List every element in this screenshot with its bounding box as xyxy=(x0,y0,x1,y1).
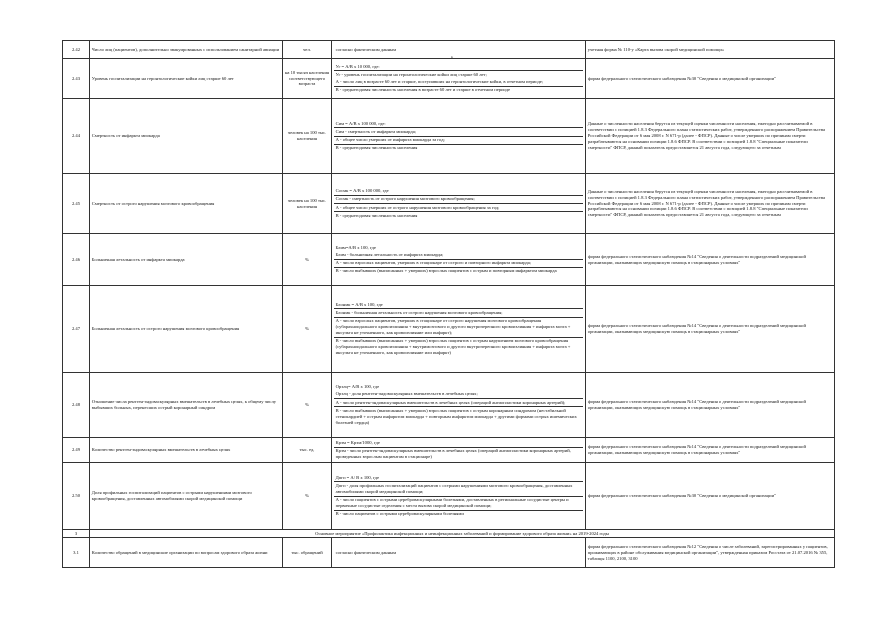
formula-line: Блим - больничная летальность от инфаркта миокарда; xyxy=(334,251,583,259)
indicator-unit: % xyxy=(283,286,332,373)
table-row xyxy=(63,41,835,59)
indicator-source: форма федерального статистического наблюдения №14 "Сведения о деятельности подразделений медицинской организации, оказывающих медицинскую помощь в стационарных условиях" xyxy=(586,286,835,373)
indicator-unit: тыс. ед. xyxy=(283,438,332,463)
indicator-source: форма федерального статистического наблюдения №14 "Сведения о деятельности подразделений медицинской организации, оказывающих медицинскую помощь в стационарных условиях" xyxy=(586,373,835,438)
indicator-number: 2.50 xyxy=(63,463,90,530)
indicator-source: форма федерального статистического наблюдения №14 "Сведения о деятельности подразделений медицинской организации, оказывающих медицинскую помощь в стационарных условиях" xyxy=(586,438,835,463)
formula-line: Сим = А/В х 100 000, где: xyxy=(334,120,583,128)
formula-line: В - среднегодовая численность населения xyxy=(335,145,418,151)
indicator-formula xyxy=(332,538,586,568)
indicator-number: 2.48 xyxy=(63,373,90,438)
indicator-source: форма федерального статистического наблюдения №12 "Сведения о числе заболеваний, зарегистрированных у пациентов, проживающих в районе обслуживания медицинской организации", утвержденная приказом Росстата от 21.07.2016 № 355, таблицы 1100, 2100, 3100 xyxy=(586,538,835,568)
table-row xyxy=(63,438,835,463)
formula-line: В - число пациентов с острыми цереброваскулярными болезнями xyxy=(335,511,464,517)
formula-line: Сосмк = А/В х 100 000, где xyxy=(334,188,583,196)
indicator-source: форма федерального статистического наблюдения №30 "Сведения о медицинской организации" xyxy=(586,59,835,99)
indicator-name: Отношение числа рентген-эндоваскулярных вмешательств в лечебных целях, к общему числу выбывших больных, перенесших острый коронарный синдром xyxy=(90,373,283,438)
indicators-table xyxy=(62,40,835,568)
formula-line: Уг - уровень госпитализации на геронтологические койки лиц старше 60 лет; xyxy=(335,71,487,77)
table-row xyxy=(63,463,835,530)
indicator-number: 2.42 xyxy=(63,41,90,59)
formula-line: В - число выбывших (выписанных + умерших) взрослых пациентов с острым и повторным инфарктом миокарда xyxy=(335,268,557,274)
indicator-unit: человек на 100 тыс. населения xyxy=(283,99,332,174)
indicator-name: Больничная летальность от инфаркта миокарда xyxy=(90,234,283,286)
indicator-formula xyxy=(332,286,586,373)
indicator-unit: на 10 тысяч населения соответствующего возраста xyxy=(283,59,332,99)
indicator-name: Уровень госпитализации на геронтологические койки лиц старше 60 лет xyxy=(90,59,283,99)
indicator-number: 2.43 xyxy=(63,59,90,99)
indicator-formula xyxy=(332,99,586,174)
section-title: Основное мероприятие «Профилактика инфекционных и неинфекционных заболеваний и формирование здорового образа жизни» на 2019-2024 годы xyxy=(90,530,835,538)
indicator-number: 2.46 xyxy=(63,234,90,286)
indicator-name: Доля профильных госпитализаций пациентов с острыми нарушениями мозгового кровообращения, доставленных автомобилями скорой медицинской помощи xyxy=(90,463,283,530)
formula-line: Блонмк - больничная летальность от острого нарушения мозгового кровообращения; xyxy=(334,309,583,317)
indicator-unit: чел. xyxy=(283,41,332,59)
page-number: 6 xyxy=(451,55,454,60)
indicator-name: Смертность от острого нарушения мозгового кровообращения xyxy=(90,174,283,234)
formula-line: Крэм = Крэм/1000, где xyxy=(334,439,583,447)
formula-line: В - среднегодовая численность населения xyxy=(335,212,418,218)
formula-line: согласно фактическим данным xyxy=(335,549,397,555)
formula-line: Крэм - число рентген-эндоваскулярных вмешательств в лечебных целях (операций ангиопластики коронарных артерий, проведенных взрослым пациентам в стационаре) xyxy=(335,448,571,460)
formula-line: Дпгп = А/ В х 100, где xyxy=(334,474,583,482)
formula-line: В - число выбывших (выписанных + умерших) взрослых пациентов с острым нарушением мозгового кровообращения (субарахноидального кровоизлияния + внутримозгового и другого внутричерепного кровоизлияния + инфаркта мозга + инсульта не уточненного, как кровоизлияние или инфаркт) xyxy=(335,338,571,356)
formula-line: А - общее число умерших от инфаркта миокарда за год; xyxy=(334,137,583,145)
indicator-number: 2.49 xyxy=(63,438,90,463)
table-row xyxy=(63,373,835,438)
formula-line: согласно фактическим данным xyxy=(335,46,397,52)
indicator-name: Количество рентген-эндоваскулярных вмешательств в лечебных целях xyxy=(90,438,283,463)
formula-line: А - число взрослых пациентов, умерших в стационаре от острого и повторного инфаркта миокарда; xyxy=(334,260,583,268)
indicator-formula xyxy=(332,373,586,438)
section-row xyxy=(63,530,835,538)
indicator-formula xyxy=(332,59,586,99)
indicator-number: 2.47 xyxy=(63,286,90,373)
indicator-unit: человек на 100 тыс. населения xyxy=(283,174,332,234)
formula-line: А - общее число умерших от острого нарушения мозгового кровообращения за год; xyxy=(334,204,583,212)
formula-line: Блонмк = А/В х 100, где xyxy=(334,301,583,309)
formula-line: А - число лиц в возрасте 60 лет и старше, поступивших на геронтологические койки, в отчетном периоде; xyxy=(334,79,583,87)
indicator-number: 2.44 xyxy=(63,99,90,174)
indicator-unit: % xyxy=(283,234,332,286)
indicator-source: форма федерального статистического наблюдения №30 "Сведения о медицинской организации" xyxy=(586,463,835,530)
formula-line: Сим - смертность от инфаркта миокарда; xyxy=(334,128,583,136)
formula-line: А - число рентген-эндоваскулярных вмешательств в лечебных целях (операций ангиопластики коронарных артерий); xyxy=(334,399,583,407)
formula-line: Блим=А/В х 100, где xyxy=(335,244,376,250)
indicator-source: Данные о численности населения берутся из текущей оценки численности населения, ежегодно рассчитываемой в соответствии с позицией 1.8.3 Федерального плана статистических работ, утвержденного распоряжением Правительства Российской Федерации от 6 мая 2008 г. N 671-р (далее - ФПСР). Данные о числе умерших по причинам смерти разрабатываются на основании позиции 1.8.6 ФПСР. В соответствии с позицией 1.8.8 "Специальные показатели смертности" ФПСР, данный показатель предоставляется 21 августа года, следующего за отчетным xyxy=(586,174,835,234)
indicator-unit: тыс. обращений xyxy=(283,538,332,568)
table-row xyxy=(63,538,835,568)
table-row xyxy=(63,174,835,234)
formula-line: В - число выбывших (выписанных + умерших) взрослых пациентов с острым коронарным синдромом (нестабильной стенокардией + острым инфарктом миокарда + повторным инфарктом миокарда + другими формами острых ишемических болезней сердца) xyxy=(335,407,577,425)
indicator-formula xyxy=(332,438,586,463)
indicator-source: Данные о численности населения берутся из текущей оценки численности населения, ежегодно рассчитываемой в соответствии с позицией 1.8.3 Федерального плана статистических работ, утвержденного распоряжением Правительства Российской Федерации от 6 мая 2008 г. N 671-р (далее - ФПСР). Данные о числе умерших по причинам смерти разрабатываются на основании позиции 1.8.6 ФПСР. В соответствии с позицией 1.8.8 "Специальные показатели смертности" ФПСР, данный показатель предоставляется 21 августа года, следующего за отчетным xyxy=(586,99,835,174)
indicator-number: 3.1 xyxy=(63,538,90,568)
indicator-name: Смертность от инфаркта миокарда xyxy=(90,99,283,174)
table-row xyxy=(63,99,835,174)
indicator-formula xyxy=(332,234,586,286)
indicator-unit: % xyxy=(283,373,332,438)
formula-line: Орэлц - доля рентген-эндоваскулярных вмешательств в лечебных целях; xyxy=(334,391,583,399)
table-row xyxy=(63,59,835,99)
formula-line: А - число взрослых пациентов, умерших в стационаре от острого нарушения мозгового кровообращения (субарахноидального кровоизлияния + внутримозгового и другого внутричерепного кровоизлияния + инфаркта мозга + инсульта не уточненного, как кровоизлияние или инфаркт); xyxy=(334,318,583,338)
indicator-source: учетная форма № 110-у «Карта вызова скорой медицинской помощи» xyxy=(586,41,835,59)
formula-line: Уг = А/В х 10 000, где: xyxy=(334,63,583,71)
indicator-name: Больничная летальность от острого нарушения мозгового кровообращения xyxy=(90,286,283,373)
indicator-name: Количество обращений в медицинские организации по вопросам здорового образа жизни xyxy=(90,538,283,568)
formula-line: Дпгп - доля профильных госпитализаций пациентов с острыми нарушениями мозгового кровообращения, доставленных автомобилями скорой медицинской помощи; xyxy=(334,482,583,496)
indicator-unit: % xyxy=(283,463,332,530)
indicator-formula xyxy=(332,174,586,234)
section-number: 3 xyxy=(63,530,90,538)
table-row xyxy=(63,286,835,373)
indicator-source: форма федерального статистического наблюдения №14 "Сведения о деятельности подразделений медицинской организации, оказывающих медицинскую помощь в стационарных условиях" xyxy=(586,234,835,286)
indicator-number: 2.45 xyxy=(63,174,90,234)
indicator-formula xyxy=(332,463,586,530)
formula-line: А - число пациентов с острыми цереброваскулярными болезнями, доставленных в региональные сосудистые центры и первичные сосудистые отделения с места вызова скорой медицинской помощи; xyxy=(334,497,583,511)
indicator-formula xyxy=(332,41,586,59)
formula-line: В - среднегодовая численность населения в возрасте 60 лет и старше в отчетном периоде xyxy=(335,87,511,93)
formula-line: Орэлц= А/В х 100, где xyxy=(335,384,380,390)
indicator-name: Число лиц (пациентов), дополнительно эвакуированных с использованием санитарной авиации xyxy=(90,41,283,59)
table-row xyxy=(63,234,835,286)
formula-line: Сосмк - смертность от острого нарушения мозгового кровообращения; xyxy=(334,196,583,204)
